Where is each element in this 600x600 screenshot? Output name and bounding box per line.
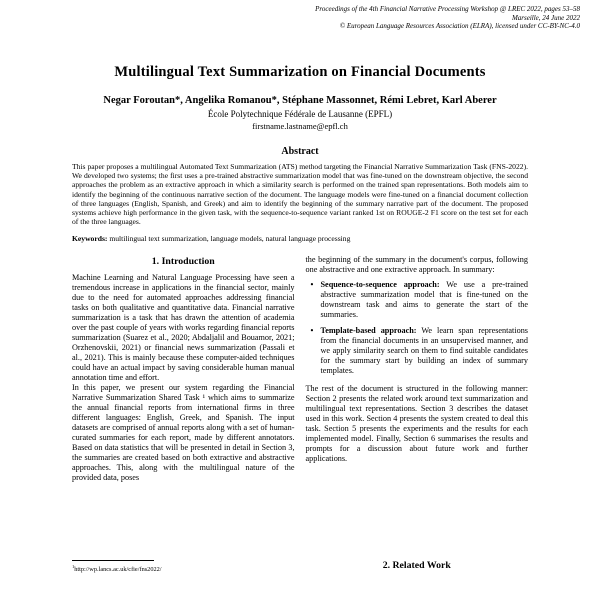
section-heading-introduction: 1. Introduction [151,255,215,267]
approach-bullet-list [306,280,529,382]
footnote-rule [72,560,154,561]
footnote-url: http://wp.lancs.ac.uk/cfie/fns2022/ [74,565,162,573]
proceedings-line-1: Proceedings of the 4th Financial Narrative Processing Workshop @ LREC 2022, pages 53–58 [315,5,580,13]
section-heading-related-work: 2. Related Work [382,559,451,571]
paper-title: Multilingual Text Summarization on Financial Documents [114,64,486,80]
proceedings-line-3: © European Language Resources Association (ELRA), licensed under CC-BY-NC-4.0 [339,22,580,31]
bullet-template-approach [321,326,529,376]
footnote-text [72,563,295,573]
right-paragraph-2: The rest of the document is structured in the following manner: Section 2 presents the related work around text summarization and multilingual text representations. Section 3 describes the dataset used in this work. Section 4 presents the system created to deal this task. Section 5 presents the experiments and the results for each implemented model. Finally, Section 6 summarises the results and prompts for a discussion about future work and further applications. [305,383,528,463]
abstract-heading: Abstract [281,146,319,157]
bullet-seq2seq-text: We use a pre-trained abstractive summarization model that is fine-tuned on the downstream task and aims to generate the start of the summaries. [320,279,528,319]
two-column-body [72,255,528,573]
bullet-seq2seq-label: Sequence-to-sequence approach: [320,279,440,289]
affiliation: École Polytechnique Fédérale de Lausanne (EPFL) [207,109,393,119]
email-line: firstname.lastname@epfl.ch [252,121,348,131]
keywords-label: Keywords: [72,234,108,244]
bullet-template-label: Template-based approach: [320,325,417,335]
authors-line: Negar Foroutan*, Angelika Romanou*, Stéphane Massonnet, Rémi Lebret, Karl Aberer [103,95,497,106]
bullet-seq2seq-approach [321,280,529,320]
proceedings-line-2: Marseille, 24 June 2022 [511,13,580,22]
left-column [72,255,295,573]
keywords-text: multilingual text summarization, language models, natural language processing [107,234,351,244]
intro-paragraph-2: In this paper, we present our system regarding the Financial Narrative Summarization Shared Task ¹ which aims to summarize the annual financial reports from international firms in three different languages: English, Greek, and Spanish. The input datasets are comprised of annual reports along with a set of human-curated summaries for each report, made by different annotators. Based on data statistics that will be presented in detail in Section 3, the summaries are created based on both extractive and abstractive approaches. This, along with the multilingual nature of the provided data, poses [72,382,295,482]
keywords-line [72,234,528,243]
footnote-marker: 1 [72,563,75,569]
right-column [306,255,529,573]
right-paragraph-1: the beginning of the summary in the document's corpus, following one abstractive and one extractive approach. In summary: [305,254,528,274]
intro-paragraph-1: Machine Learning and Natural Language Processing have seen a tremendous increase in applications in the financial sector, mainly due to the need for automated approaches addressing financial tasks on both qualitative and quantitative data. Financial narrative summarization is a task that has drawn the attention of academia over the past couple of years with works regarding financial reports summarization (Suarez et al., 2020; Abdaljalil and Bouamor, 2021; Orzhenovskii, 2021) or financial news summarization (Passali et al., 2021). This is mainly because these computer-aided techniques could have an actual impact by saving considerable human manual annotation time and effort. [72,272,295,382]
bullet-template-text: We learn span representations from the financial documents in an unsupervised manner, and we apply similarity search on them to find suitable candidates for the summary start by building an index of summary templates. [320,325,528,375]
proceedings-header [60,5,580,31]
footnote [72,558,295,573]
abstract-text: This paper proposes a multilingual Automated Text Summarization (ATS) method targeting the Financial Narrative Summarization Task (FNS-2022). We developed two systems; the first uses a pre-trained abstractive summarization model that was fine-tuned on the downstream objective, the second approaches the problem as an extractive approach in which a similarity search is performed on the trained span representations. Both models aim to identify the beginning of the continuous narrative section of the document. The language models were fine-tuned on a financial document collection of three languages (English, Spanish, and Greek) and aim to identify the beginning of the summary narrative part of the document. The proposed systems achieve high performance in the given task, with the sequence-to-sequence variant ranked 1st on ROUGE-2 F1 score on the test set for each of the three languages. [72,162,528,227]
